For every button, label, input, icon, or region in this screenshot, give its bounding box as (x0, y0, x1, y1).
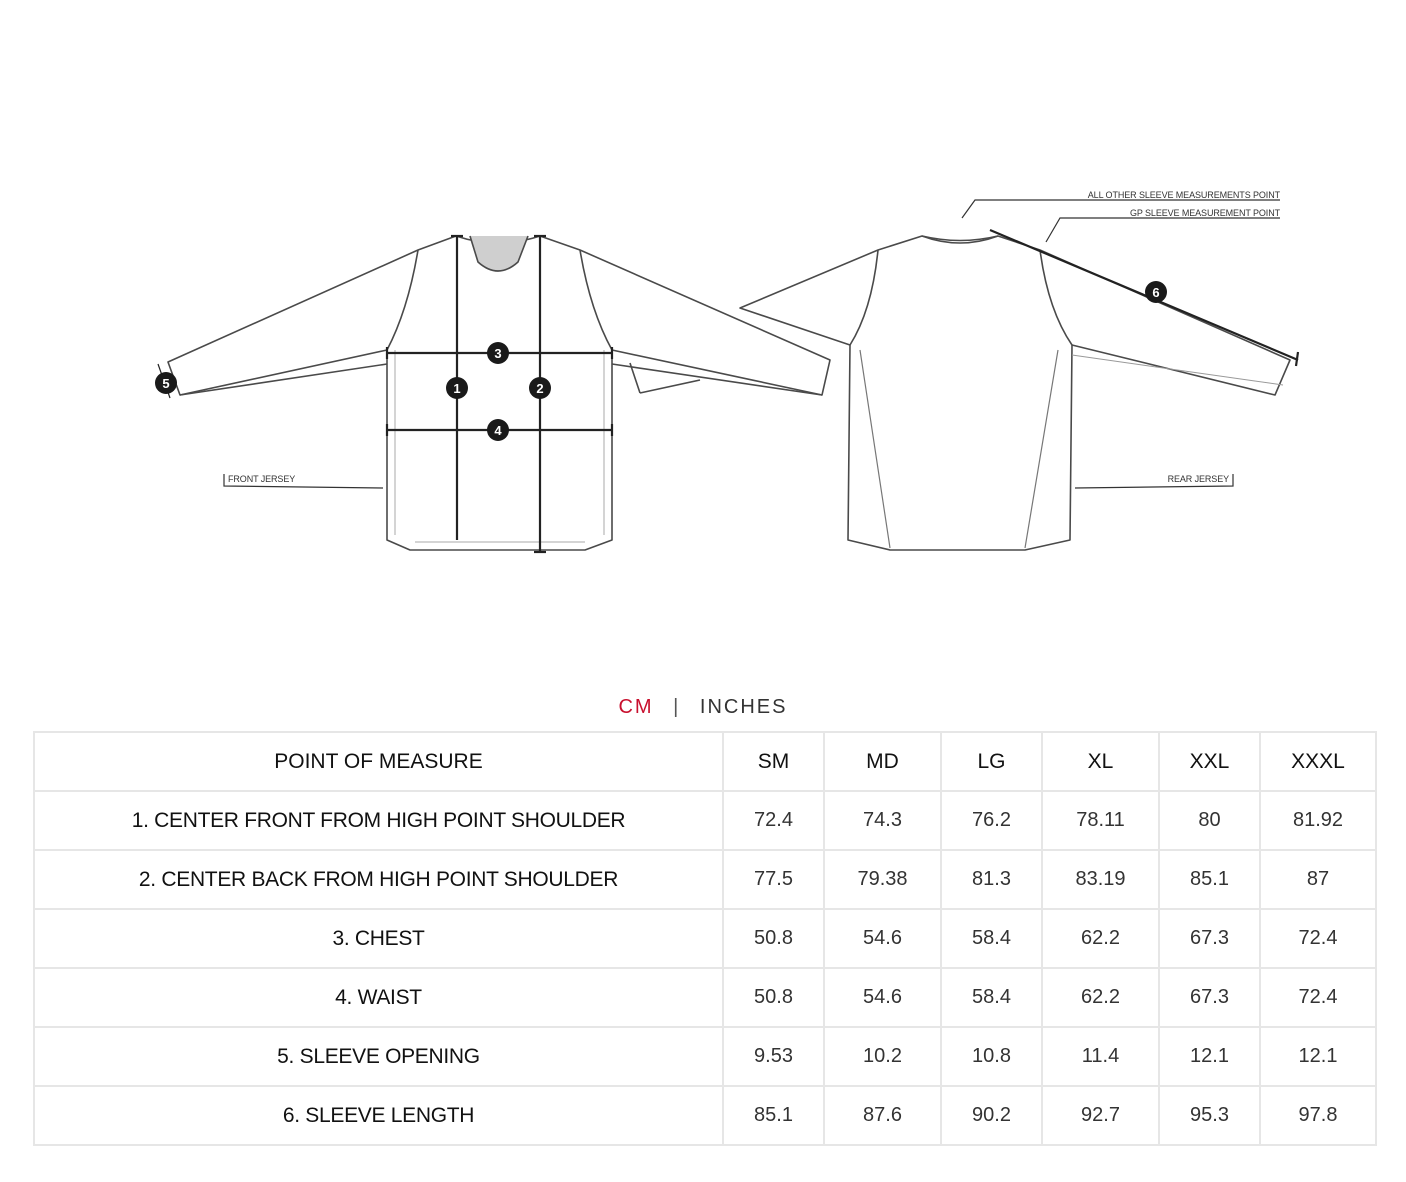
table-cell: 87 (1260, 850, 1376, 909)
header-size-xxl: XXL (1159, 732, 1260, 791)
marker-3-label: 3 (494, 346, 502, 361)
measurement-lines (158, 230, 1298, 552)
table-cell: 85.1 (1159, 850, 1260, 909)
table-cell: 83.19 (1042, 850, 1159, 909)
table-cell: 50.8 (723, 968, 824, 1027)
table-cell: 9.53 (723, 1027, 824, 1086)
table-cell: 58.4 (941, 968, 1042, 1027)
callout-gp-sleeve: GP SLEEVE MEASUREMENT POINT (1129, 208, 1280, 218)
unit-separator: | (673, 696, 681, 718)
table-cell: 81.3 (941, 850, 1042, 909)
table-row (34, 968, 1376, 1027)
table-header-row (34, 732, 1376, 791)
header-point-of-measure: POINT OF MEASURE (34, 732, 723, 791)
row-label: 5. SLEEVE OPENING (34, 1027, 723, 1086)
table-cell: 81.92 (1260, 791, 1376, 850)
header-size-lg: LG (941, 732, 1042, 791)
table-cell: 74.3 (824, 791, 941, 850)
table-row (34, 1086, 1376, 1145)
row-label: 2. CENTER BACK FROM HIGH POINT SHOULDER (34, 850, 723, 909)
table-cell: 10.2 (824, 1027, 941, 1086)
marker-6-label: 6 (1152, 285, 1160, 300)
table-cell: 72.4 (1260, 909, 1376, 968)
header-size-xxxl: XXXL (1260, 732, 1376, 791)
table-cell: 80 (1159, 791, 1260, 850)
front-jersey-drawing (168, 236, 830, 550)
table-cell: 97.8 (1260, 1086, 1376, 1145)
callout-all-other-sleeve: ALL OTHER SLEEVE MEASUREMENTS POINT (1087, 190, 1280, 200)
unit-cm-button[interactable]: CM (618, 696, 654, 718)
table-row (34, 791, 1376, 850)
table-cell: 95.3 (1159, 1086, 1260, 1145)
marker-1-label: 1 (453, 381, 461, 396)
table-cell: 54.6 (824, 968, 941, 1027)
table-cell: 77.5 (723, 850, 824, 909)
table-cell: 10.8 (941, 1027, 1042, 1086)
front-jersey-label: FRONT JERSEY (228, 474, 296, 484)
table-cell: 11.4 (1042, 1027, 1159, 1086)
row-label: 6. SLEEVE LENGTH (34, 1086, 723, 1145)
table-cell: 87.6 (824, 1086, 941, 1145)
row-label: 4. WAIST (34, 968, 723, 1027)
row-label: 3. CHEST (34, 909, 723, 968)
table-row (34, 850, 1376, 909)
table-cell: 79.38 (824, 850, 941, 909)
table-cell: 62.2 (1042, 909, 1159, 968)
jersey-measurement-diagram (0, 150, 1406, 620)
callout-lines (224, 200, 1280, 488)
table-row (34, 909, 1376, 968)
header-size-md: MD (824, 732, 941, 791)
row-label: 1. CENTER FRONT FROM HIGH POINT SHOULDER (34, 791, 723, 850)
table-cell: 92.7 (1042, 1086, 1159, 1145)
table-cell: 67.3 (1159, 968, 1260, 1027)
rear-jersey-label: REAR JERSEY (1167, 474, 1229, 484)
table-cell: 78.11 (1042, 791, 1159, 850)
table-cell: 76.2 (941, 791, 1042, 850)
table-cell: 58.4 (941, 909, 1042, 968)
table-row (34, 1027, 1376, 1086)
size-chart-table (33, 731, 1377, 1146)
header-size-xl: XL (1042, 732, 1159, 791)
table-cell: 50.8 (723, 909, 824, 968)
table-cell: 12.1 (1159, 1027, 1260, 1086)
table-cell: 72.4 (723, 791, 824, 850)
marker-5-label: 5 (162, 376, 170, 391)
marker-4-label: 4 (494, 423, 502, 438)
unit-inches-button[interactable]: INCHES (699, 696, 788, 718)
jersey-diagram-svg (0, 150, 1406, 620)
table-cell: 90.2 (941, 1086, 1042, 1145)
table-cell: 62.2 (1042, 968, 1159, 1027)
header-size-sm: SM (723, 732, 824, 791)
table-cell: 72.4 (1260, 968, 1376, 1027)
table-cell: 67.3 (1159, 909, 1260, 968)
table-cell: 85.1 (723, 1086, 824, 1145)
unit-toggle (0, 696, 1406, 719)
table-cell: 12.1 (1260, 1027, 1376, 1086)
marker-2-label: 2 (536, 381, 544, 396)
table-cell: 54.6 (824, 909, 941, 968)
